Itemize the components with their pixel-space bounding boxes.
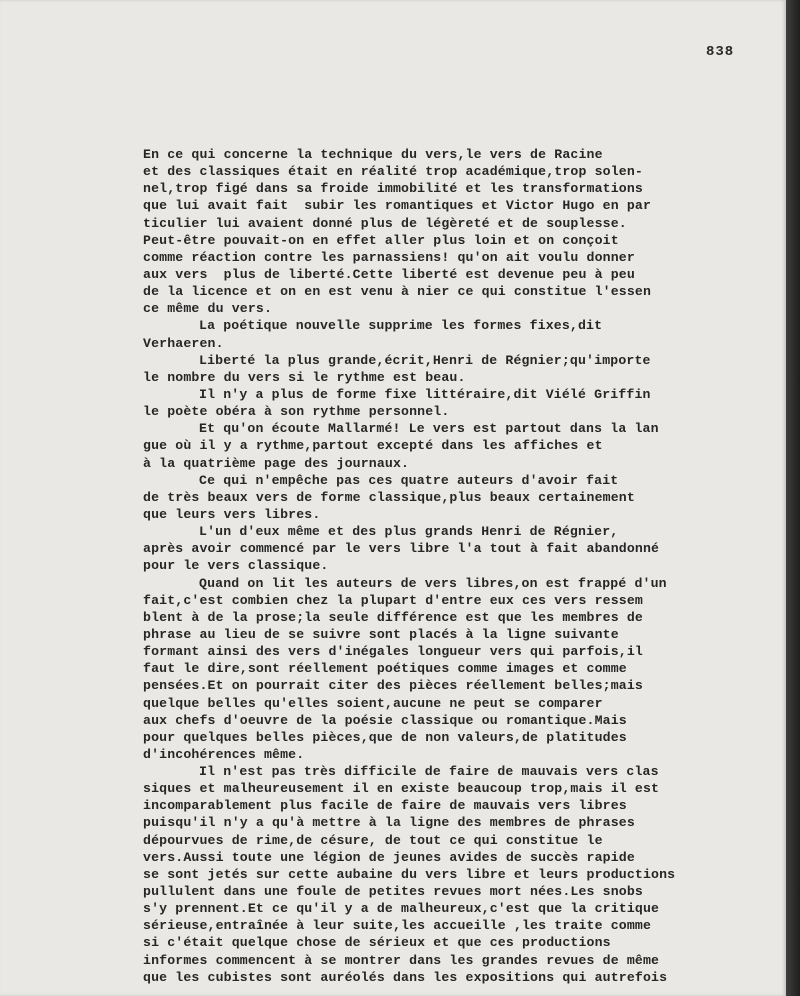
text-line: aux chefs d'oeuvre de la poésie classique ou romantique.Mais xyxy=(143,712,627,728)
text-line: le nombre du vers si le rythme est beau. xyxy=(143,369,466,385)
text-line: faut le dire,sont réellement poétiques comme images et comme xyxy=(143,661,627,677)
text-line: phrase au lieu de se suivre sont placés à la ligne suivante xyxy=(143,626,619,642)
text-line: puisqu'il n'y a qu'à mettre à la ligne des membres de phrases xyxy=(143,815,635,831)
text-line: fait,c'est combien chez la plupart d'entre eux ces vers ressem xyxy=(143,592,643,608)
text-line: aux vers plus de liberté.Cette liberté est devenue peu à peu xyxy=(143,266,635,282)
text-line: siques et malheureusement il en existe beaucoup trop,mais il est xyxy=(143,781,660,797)
text-line: gue où il y a rythme,partout excepté dans les affiches et xyxy=(143,438,603,454)
text-line: quelque belles qu'elles soient,aucune ne peut se comparer xyxy=(143,695,603,711)
text-line: vers.Aussi toute une légion de jeunes avides de succès rapide xyxy=(143,849,635,865)
text-line: Il n'y a plus de forme fixe littéraire,dit Viélé Griffin xyxy=(199,386,651,402)
scan-border xyxy=(786,0,800,996)
text-line: En ce qui concerne la technique du vers,le vers de Racine xyxy=(143,147,603,162)
text-line: d'incohérences même. xyxy=(143,746,305,762)
page-number: 838 xyxy=(706,44,735,60)
text-line: que leurs vers libres. xyxy=(143,506,321,522)
text-line: que les cubistes sont auréolés dans les expositions qui autrefois xyxy=(143,969,668,985)
text-line: pullulent dans une foule de petites revues mort nées.Les snobs xyxy=(143,884,643,900)
text-line: ce même du vers. xyxy=(143,301,273,317)
text-line: L'un d'eux même et des plus grands Henri de Régnier, xyxy=(199,524,619,540)
text-line: s'y prennent.Et ce qu'il y a de malheureux,c'est que la critique xyxy=(143,901,660,917)
text-line: se sont jetés sur cette aubaine du vers libre et leurs productions xyxy=(143,866,676,882)
text-line: après avoir commencé par le vers libre l'a tout à fait abandonné xyxy=(143,541,660,557)
text-line: Verhaeren. xyxy=(143,335,224,351)
text-line: formant ainsi des vers d'inégales longueur vers qui parfois,il xyxy=(143,644,643,660)
text-line: Quand on lit les auteurs de vers libres,on est frappé d'un xyxy=(199,575,667,591)
body-text xyxy=(143,146,783,986)
text-line: sérieuse,entraînée à leur suite,les accueille ,les traite comme xyxy=(143,918,652,934)
text-line: comme réaction contre les parnassiens! qu'on ait voulu donner xyxy=(143,249,635,265)
text-line: La poétique nouvelle supprime les formes fixes,dit xyxy=(199,318,603,334)
text-line: dépourvues de rime,de césure, de tout ce qui constitue le xyxy=(143,832,603,848)
text-line: Il n'est pas très difficile de faire de mauvais vers clas xyxy=(199,764,659,780)
text-line: Ce qui n'empêche pas ces quatre auteurs d'avoir fait xyxy=(199,472,619,488)
text-line: pensées.Et on pourrait citer des pièces réellement belles;mais xyxy=(143,678,643,694)
text-line: nel,trop figé dans sa froide immobilité et les transformations xyxy=(143,181,643,197)
text-line: incomparablement plus facile de faire de mauvais vers libres xyxy=(143,798,627,814)
text-line: ticulier lui avaient donné plus de légèreté et de souplesse. xyxy=(143,215,627,231)
text-line: de très beaux vers de forme classique,plus beaux certainement xyxy=(143,489,635,505)
text-line: le poète obéra à son rythme personnel. xyxy=(143,404,450,420)
text-line: Et qu'on écoute Mallarmé! Le vers est partout dans la lan xyxy=(199,421,659,437)
text-line: informes commencent à se montrer dans les grandes revues de même xyxy=(143,952,660,968)
text-line: pour quelques belles pièces,que de non valeurs,de platitudes xyxy=(143,729,627,745)
text-line: Peut-être pouvait-on en effet aller plus loin et on conçoit xyxy=(143,232,619,248)
text-line: que lui avait fait subir les romantiques et Victor Hugo en par xyxy=(143,198,652,214)
text-line: de la licence et on en est venu à nier ce qui constitue l'essen xyxy=(143,284,652,300)
text-line: blent à de la prose;la seule différence est que les membres de xyxy=(143,609,643,625)
text-line: et des classiques était en réalité trop académique,trop solen- xyxy=(143,164,643,180)
text-line: à la quatrième page des journaux. xyxy=(143,455,410,471)
text-line: pour le vers classique. xyxy=(143,558,329,574)
text-line: Liberté la plus grande,écrit,Henri de Régnier;qu'importe xyxy=(199,352,651,368)
text-line: si c'était quelque chose de sérieux et que ces productions xyxy=(143,935,611,951)
